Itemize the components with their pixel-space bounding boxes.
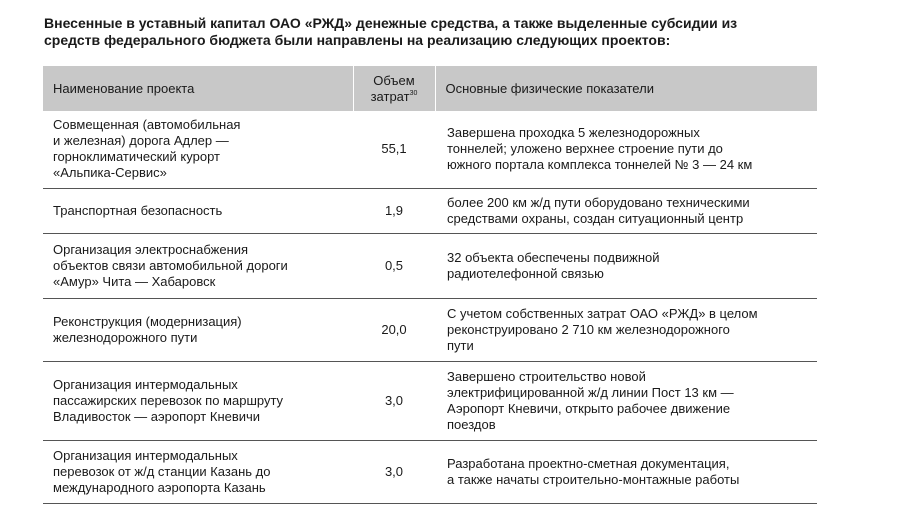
row-project: Организация интермодальных пассажирских перевозок по маршруту Владивосток — аэропорт Кневичи: [43, 361, 353, 440]
row-indicators: С учетом собственных затрат ОАО «РЖД» в целом реконструировано 2 710 км железнодорожного пути: [435, 298, 817, 361]
row-cost: 3,0: [353, 440, 435, 503]
row-indicators: Завершена проходка 5 железнодорожных тоннелей; уложено верхнее строение пути до южного портала комплекса тоннелей № 3 — 24 км: [435, 111, 817, 188]
row-project: Организация электроснабжения объектов связи автомобильной дороги «Амур» Чита — Хабаровск: [43, 233, 353, 298]
header-project: Наименование проекта: [53, 80, 195, 96]
header-cost-label: Объем затрат: [370, 72, 415, 104]
row-cost: 20,0: [353, 298, 435, 361]
row-indicators: Разработана проектно-сметная документация, а также начаты строительно-монтажные работы: [435, 440, 817, 503]
row-indicators: 32 объекта обеспечены подвижной радиотелефонной связью: [435, 233, 817, 298]
table-row: [43, 188, 817, 233]
table-header-row: [43, 66, 817, 111]
row-indicators: Завершено строительство новой электрифицированной ж/д линии Пост 13 км — Аэропорт Кневичи, открыто рабочее движение поездов: [435, 361, 817, 440]
projects-table: [43, 66, 817, 504]
row-project: Реконструкция (модернизация) железнодорожного пути: [43, 298, 353, 361]
table-row: [43, 440, 817, 503]
table-row: [43, 298, 817, 361]
intro-text: Внесенные в уставный капитал ОАО «РЖД» денежные средства, а также выделенные субсидии из средств федерального бюджета были направлены на реализацию следующих проектов:: [44, 15, 738, 48]
row-cost: 0,5: [353, 233, 435, 298]
table-row: [43, 361, 817, 440]
table-row: [43, 111, 817, 188]
header-cost: [353, 66, 435, 111]
row-indicators: более 200 км ж/д пути оборудовано техническими средствами охраны, создан ситуационный центр: [435, 188, 817, 233]
row-project: Организация интермодальных перевозок от ж/д станции Казань до международного аэропорта Казань: [43, 440, 353, 503]
row-project: Совмещенная (автомобильная и железная) дорога Адлер — горноклиматический курорт «Альпика-Сервис»: [43, 111, 353, 188]
table-row: [43, 233, 817, 298]
header-cost-footnote: 30: [409, 89, 418, 97]
header-indicators: Основные физические показатели: [445, 80, 654, 96]
row-project: Транспортная безопасность: [43, 188, 353, 233]
row-cost: 3,0: [353, 361, 435, 440]
row-cost: 55,1: [353, 111, 435, 188]
row-cost: 1,9: [353, 188, 435, 233]
